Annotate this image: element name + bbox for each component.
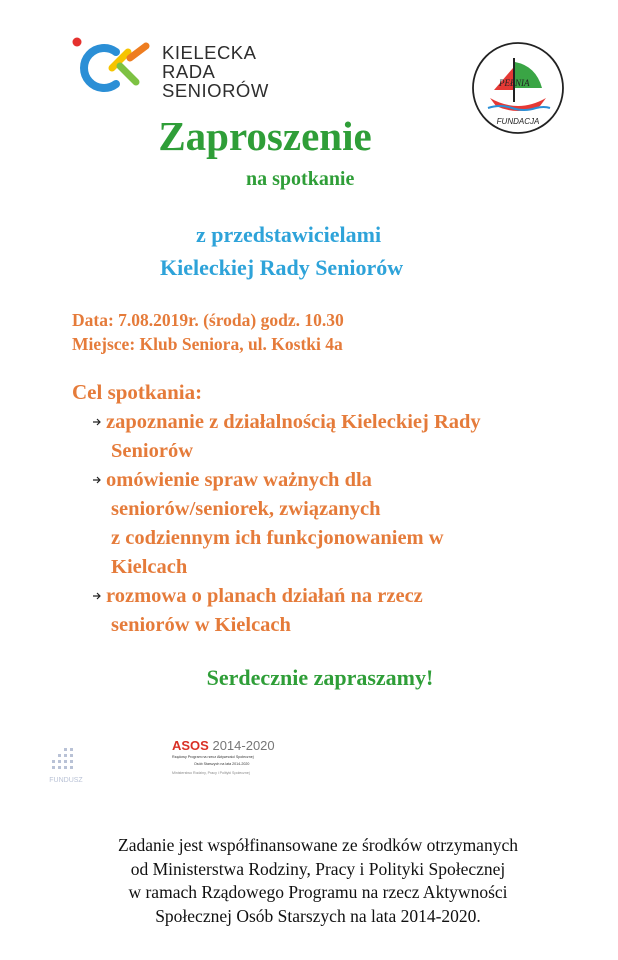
- asos-title: [172, 738, 297, 753]
- asos-logo: [172, 738, 297, 775]
- asos-program-line: Rządowy Program na rzecz Aktywności Społecznej: [172, 755, 254, 759]
- goals-heading: Cel spotkania:: [72, 380, 203, 404]
- funding-line: od Ministerstwa Rodziny, Pracy i Polityki Społecznej: [130, 858, 506, 879]
- list-item: [92, 408, 481, 466]
- bullet-arrow-icon: [92, 417, 102, 427]
- goal-line: rozmowa o planach działań na rzecz: [106, 585, 423, 607]
- goals-list: [92, 408, 481, 640]
- page-title: Zaproszenie: [158, 113, 372, 159]
- krs-logo-line: RADA: [162, 61, 216, 82]
- funding-line: Zadanie jest współfinansowane ze środków otrzymanych: [118, 835, 518, 855]
- asos-years: 2014-2020: [212, 738, 275, 753]
- bullet-arrow-icon: [92, 591, 102, 601]
- goal-line: Kielcach: [111, 556, 188, 578]
- krs-logo-line: SENIORÓW: [162, 80, 269, 101]
- fundacja-label: FUNDACJA: [496, 117, 540, 126]
- krs-logo-line: KIELECKA: [162, 42, 257, 63]
- closing-text: Serdecznie zapraszamy!: [206, 665, 434, 690]
- meeting-date: Data: 7.08.2019r. (środa) godz. 10.30: [72, 310, 344, 330]
- bullet-arrow-icon: [92, 475, 102, 485]
- goal-line: omówienie spraw ważnych dla: [106, 469, 372, 491]
- asos-program-line: Osób Starszych na lata 2014-2020: [194, 761, 250, 766]
- asos-ministry: Ministerstwo Rodziny, Pracy i Polityki Społecznej: [172, 771, 250, 776]
- funding-note: [0, 834, 618, 928]
- list-item: [92, 466, 481, 582]
- asos-name: ASOS: [172, 738, 209, 753]
- meeting-place: Miejsce: Klub Seniora, ul. Kostki 4a: [72, 334, 343, 354]
- goal-line: seniorów w Kielcach: [111, 614, 291, 636]
- fundusz-logo-icon: [46, 744, 86, 800]
- krs-logo-text: [162, 43, 269, 100]
- fundacja-mark-text: PEŁNIA: [499, 78, 530, 88]
- fundusz-logo-text: FUNDUSZ: [49, 777, 83, 784]
- with-line-1: z przedstawicielami: [196, 222, 382, 247]
- funding-line: Społecznej Osób Starszych na lata 2014-2020.: [155, 905, 481, 926]
- funding-line: w ramach Rządowego Programu na rzecz Aktywności: [128, 882, 508, 902]
- goal-line: z codziennym ich funkcjonowaniem w: [111, 527, 444, 549]
- goal-line: zapoznanie z działalnością Kieleckiej Rady: [106, 411, 481, 433]
- list-item: [92, 582, 481, 640]
- goal-line: Seniorów: [111, 440, 193, 462]
- with-line-2: Kieleckiej Rady Seniorów: [160, 255, 404, 280]
- subtitle: na spotkanie: [246, 168, 355, 190]
- goal-line: seniorów/seniorek, związanych: [111, 498, 381, 520]
